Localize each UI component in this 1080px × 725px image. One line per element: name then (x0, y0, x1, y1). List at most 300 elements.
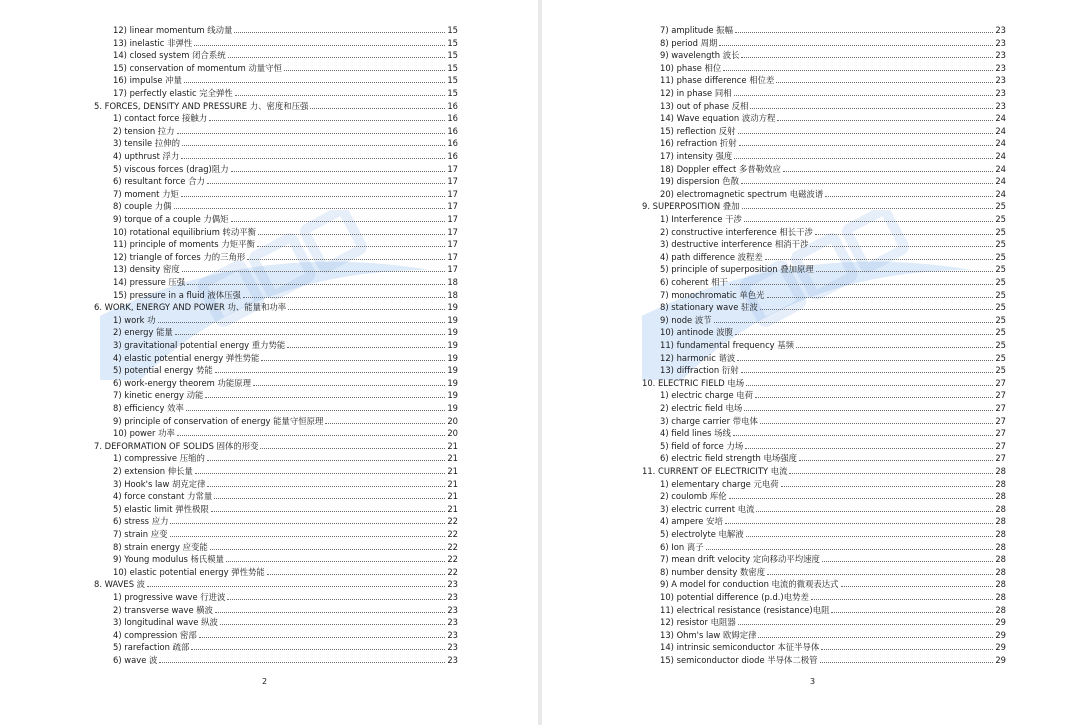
toc-entry-page: 19 (447, 302, 458, 313)
toc-entry-label: 9) A model for conduction 电流的微观表达式 (660, 579, 839, 590)
toc-entry-page: 24 (995, 113, 1006, 124)
toc-entry-page: 28 (995, 529, 1006, 539)
toc-entry-page: 17 (447, 176, 458, 187)
toc-entry-page: 27 (995, 440, 1006, 451)
toc-entry-page: 18 (447, 289, 458, 300)
dot-leader (235, 95, 446, 96)
dot-leader (170, 523, 445, 524)
toc-entry-page: 23 (447, 642, 458, 653)
toc-entry-page: 25 (995, 327, 1006, 338)
dot-leader (284, 70, 445, 71)
dot-leader (730, 284, 993, 285)
dot-leader (261, 360, 445, 361)
dot-leader (789, 473, 993, 474)
toc-entry-label: 6) stress 应力 (113, 516, 169, 527)
toc-entry-label: 10) power 功率 (113, 428, 175, 439)
dot-leader (215, 372, 446, 373)
toc-entry (660, 175, 1006, 187)
toc-entry (660, 326, 1006, 338)
toc-entry (660, 87, 1006, 99)
toc-entry-label: 4) upthrust 浮力 (113, 151, 180, 161)
dot-leader (227, 599, 445, 600)
toc-entry-page: 22 (447, 566, 458, 577)
toc-entry-page: 17 (447, 239, 458, 250)
toc-entry (660, 591, 1006, 603)
toc-entry (660, 24, 1006, 36)
toc-entry-label: 13) out of phase 反相 (660, 100, 749, 111)
toc-entry-page: 23 (447, 604, 458, 615)
dot-leader (253, 385, 445, 386)
toc-entry-page: 25 (995, 214, 1006, 224)
toc-entry (660, 112, 1006, 124)
dot-leader (234, 32, 445, 33)
toc-entry (660, 654, 1006, 666)
toc-entry-page: 21 (447, 478, 458, 489)
toc-entry (113, 314, 458, 326)
toc-entry (660, 314, 1006, 326)
toc-entry-label: 15) reflection 反射 (660, 125, 736, 136)
dot-leader (825, 196, 993, 197)
dot-leader (783, 171, 993, 172)
dot-leader (243, 297, 445, 298)
toc-entry (113, 137, 458, 149)
dot-leader (737, 360, 993, 361)
toc-entry (660, 276, 1006, 288)
toc-entry (113, 377, 458, 389)
toc-entry-label: 3) Hook's law 胡克定律 (113, 478, 206, 489)
dot-leader (325, 423, 445, 424)
toc-entry-label: 1) compressive 压缩的 (113, 453, 205, 464)
toc-entry-label: 4) path difference 波程差 (660, 251, 763, 262)
toc-entry-page: 19 (447, 352, 458, 363)
toc-entry-page: 25 (995, 289, 1006, 300)
toc-entry-page: 17 (447, 214, 458, 224)
toc-entry-label: 2) tension 拉力 (113, 125, 175, 136)
toc-entry (660, 100, 1006, 112)
dot-leader (187, 284, 445, 285)
toc-entry (660, 427, 1006, 439)
dot-leader (226, 561, 445, 562)
toc-entry-label: 7) kinetic energy 动能 (113, 390, 204, 401)
toc-entry-page: 22 (447, 541, 458, 552)
dot-leader (799, 460, 993, 461)
document-page-left (0, 0, 538, 725)
toc-entry-label: 9) torque of a couple 力偶矩 (113, 214, 229, 224)
toc-entry-page: 28 (995, 566, 1006, 577)
dot-leader (714, 322, 994, 323)
toc-entry (113, 200, 458, 212)
toc-entry (660, 503, 1006, 515)
toc-entry-label: 1) work 功 (113, 314, 156, 325)
toc-entry-label: 13) diffraction 衍射 (660, 365, 739, 376)
toc-entry-page: 25 (995, 314, 1006, 325)
toc-entry (113, 452, 458, 464)
dot-leader (815, 234, 993, 235)
toc-entry-label: 13) Ohm's law 欧姆定律 (660, 629, 757, 640)
toc-entry (660, 188, 1006, 200)
toc-entry (660, 566, 1006, 578)
dot-leader (745, 448, 993, 449)
toc-entry-page: 27 (995, 390, 1006, 401)
toc-entry-page: 27 (995, 415, 1006, 426)
dot-leader (228, 57, 446, 58)
toc-entry-label: 5) field of force 力场 (660, 440, 744, 451)
toc-entry-label: 7) moment 力矩 (113, 188, 179, 199)
dot-leader (231, 171, 446, 172)
toc-entry-page: 19 (447, 327, 458, 338)
toc-entry-label: 15) semiconductor diode 半导体二极管 (660, 655, 818, 665)
toc-entry-page: 25 (995, 226, 1006, 237)
dot-leader (214, 498, 445, 499)
toc-entry (113, 112, 458, 124)
toc-entry-label: 10) rotational equilibrium 转动平衡 (113, 226, 257, 237)
dot-leader (735, 334, 993, 335)
toc-entry-page: 25 (995, 302, 1006, 313)
toc-entry-label: 18) Doppler effect 多普勒效应 (660, 163, 781, 174)
toc-entry (660, 515, 1006, 527)
dot-leader (257, 246, 446, 247)
toc-entry-page: 24 (995, 125, 1006, 136)
dot-leader (175, 334, 445, 335)
toc-entry-label: 8) couple 力偶 (113, 201, 172, 212)
toc-entry-page: 16 (447, 100, 458, 111)
dot-leader (777, 120, 993, 121)
dot-leader (734, 158, 993, 159)
toc-entry (660, 604, 1006, 616)
toc-entry-page: 17 (447, 188, 458, 199)
dot-leader (729, 498, 994, 499)
toc-entry-label: 8) stationary wave 驻波 (660, 302, 758, 313)
toc-entry-label: 5) principle of superposition 叠加原理 (660, 264, 814, 275)
dot-leader (147, 586, 445, 587)
toc-entry (113, 74, 458, 86)
dot-leader (755, 397, 993, 398)
dot-leader (181, 158, 445, 159)
toc-entry-page: 21 (447, 466, 458, 476)
dot-leader (746, 536, 994, 537)
toc-entry-label: 16) impulse 冲量 (113, 75, 182, 86)
dot-leader (207, 460, 446, 461)
toc-entry (660, 528, 1006, 540)
toc-entry (113, 49, 458, 61)
toc-entry-page: 25 (995, 340, 1006, 350)
dot-leader (207, 183, 445, 184)
toc-entry-page: 23 (995, 50, 1006, 61)
dot-leader (723, 70, 993, 71)
toc-entry-label: 8) efficiency 效率 (113, 403, 184, 413)
toc-entry (113, 37, 458, 49)
dot-leader (210, 549, 446, 550)
toc-entry-page: 27 (995, 453, 1006, 464)
toc-entry-page: 16 (447, 113, 458, 124)
dot-leader (267, 574, 446, 575)
toc-entry-page: 19 (447, 377, 458, 388)
toc-entry (113, 641, 458, 653)
toc-entry (113, 150, 458, 162)
dot-leader (231, 221, 446, 222)
toc-entry-label: 3) destructive interference 相消干涉 (660, 239, 809, 250)
toc-entry-label: 1) contact force 接触力 (113, 113, 208, 124)
toc-entry (660, 251, 1006, 263)
toc-entry (113, 125, 458, 137)
dot-leader (821, 649, 993, 650)
toc-entry-page: 21 (447, 503, 458, 514)
toc-entry-label: 4) elastic potential energy 弹性势能 (113, 352, 260, 363)
toc-entry (660, 578, 1006, 590)
toc-entry-label: 3) charge carrier 带电体 (660, 415, 758, 426)
toc-entry-page: 25 (995, 264, 1006, 275)
toc-entry-label: 9) Young modulus 杨氏模量 (113, 554, 225, 565)
dot-leader (199, 637, 446, 638)
toc-entry-label: 6) electric field strength 电场强度 (660, 453, 797, 464)
toc-entry (113, 566, 458, 578)
toc-entry-label: 11) phase difference 相位差 (660, 75, 775, 86)
dot-leader (744, 410, 993, 411)
toc-entry-label: 12) in phase 同相 (660, 88, 732, 98)
toc-entry-label: 1) progressive wave 行进波 (113, 592, 226, 602)
toc-entry-label: 9) wavelength 波长 (660, 50, 740, 61)
toc-entry-page: 23 (995, 75, 1006, 86)
toc-section-heading (642, 377, 1006, 389)
toc-entry-page: 15 (447, 37, 458, 48)
toc-entry-label: 15) conservation of momentum 动量守恒 (113, 62, 282, 73)
dot-leader (177, 435, 445, 436)
dot-leader (184, 82, 445, 83)
toc-entry (660, 641, 1006, 653)
toc-entry (660, 49, 1006, 61)
dot-leader (841, 586, 994, 587)
toc-entry-page: 15 (447, 25, 458, 35)
toc-entry-label: 5) potential energy 势能 (113, 365, 213, 376)
dot-leader (796, 347, 993, 348)
dot-leader (288, 309, 445, 310)
toc-entry-label: 3) tensile 拉伸的 (113, 138, 180, 149)
toc-entry-label: 7) mean drift velocity 定向移动平均速度 (660, 554, 820, 565)
dot-leader (822, 561, 993, 562)
toc-entry (113, 415, 458, 427)
dot-leader (191, 649, 445, 650)
dot-leader (810, 246, 993, 247)
toc-entry (113, 289, 458, 301)
toc-entry-label: 12) linear momentum 线动量 (113, 25, 233, 35)
toc-entry-label: 5) electrolyte 电解液 (660, 529, 744, 539)
toc-entry-page: 24 (995, 138, 1006, 149)
toc-entry-page: 24 (995, 176, 1006, 187)
toc-entry (660, 62, 1006, 74)
toc-entry-page: 23 (447, 617, 458, 628)
dot-leader (741, 183, 993, 184)
toc-entry-label: 10) potential difference (p.d.)电势差 (660, 592, 809, 602)
toc-entry-label: 2) extension 伸长量 (113, 466, 193, 476)
dot-leader (733, 435, 993, 436)
toc-entry (113, 490, 458, 502)
toc-entry (660, 415, 1006, 427)
toc-entry-page: 25 (995, 352, 1006, 363)
toc-entry-page: 25 (995, 365, 1006, 376)
toc-entry-page: 24 (995, 151, 1006, 161)
dot-leader (765, 259, 994, 260)
toc-entry-label: 12) harmonic 谐波 (660, 352, 736, 363)
toc-entry-label: 4) field lines 场线 (660, 428, 731, 439)
toc-entry-label: 7) monochromatic 单色光 (660, 289, 765, 300)
toc-entry-page: 15 (447, 88, 458, 98)
toc-entry-label: 5) viscous forces (drag)阻力 (113, 163, 229, 174)
toc-entry-label: 8. WAVES 波 (94, 579, 146, 590)
toc-entry-label: 1) Interference 干涉 (660, 214, 742, 224)
toc-section-heading (642, 465, 1006, 477)
toc-entry-page: 21 (447, 491, 458, 502)
toc-entry-label: 6. WORK, ENERGY AND POWER 功、能量和功率 (94, 302, 287, 313)
toc-entry (113, 654, 458, 666)
dot-leader (287, 347, 445, 348)
toc-entry-page: 23 (995, 88, 1006, 98)
page-number: 3 (810, 677, 816, 686)
toc-entry-page: 19 (447, 365, 458, 376)
toc-entry (660, 137, 1006, 149)
toc-entry (660, 74, 1006, 86)
dot-leader (741, 57, 993, 58)
toc-entry-label: 9. SUPERPOSITION 叠加 (642, 201, 740, 212)
toc-section-heading (94, 301, 458, 313)
toc-entry-label: 17) intensity 强度 (660, 151, 733, 161)
toc-entry-page: 19 (447, 314, 458, 325)
toc-entry (113, 226, 458, 238)
toc-entry (113, 604, 458, 616)
toc-entry-label: 2) coulomb 库伦 (660, 491, 727, 502)
toc-entry-label: 14) intrinsic semiconductor 本征半导体 (660, 642, 820, 653)
toc-entry-page: 15 (447, 75, 458, 86)
toc-entry-page: 27 (995, 403, 1006, 413)
toc-entry (113, 24, 458, 36)
toc-entry-page: 17 (447, 201, 458, 212)
toc-entry (660, 440, 1006, 452)
toc-entry (113, 238, 458, 250)
toc-entry-label: 4) ampere 安培 (660, 516, 723, 527)
dot-leader (735, 32, 993, 33)
dot-leader (719, 45, 993, 46)
toc-entry-label: 8) strain energy 应变能 (113, 541, 208, 552)
toc-entry (113, 251, 458, 263)
toc-entry (660, 352, 1006, 364)
toc-entry-label: 6) Ion 离子 (660, 541, 704, 552)
dot-leader (158, 322, 446, 323)
dot-leader (746, 385, 993, 386)
toc-entry-label: 5. FORCES, DENSITY AND PRESSURE 力、密度和压强 (94, 100, 309, 111)
toc-entry (113, 591, 458, 603)
toc-entry-page: 17 (447, 163, 458, 174)
dot-leader (767, 297, 994, 298)
toc-entry-label: 9) node 波节 (660, 314, 712, 325)
dot-leader (756, 511, 993, 512)
toc-entry-page: 27 (995, 377, 1006, 388)
toc-entry (660, 490, 1006, 502)
toc-entry-label: 11. CURRENT OF ELECTRICITY 电流 (642, 466, 788, 476)
toc-entry-page: 28 (995, 592, 1006, 602)
toc-entry-label: 12) resistor 电阻器 (660, 617, 736, 628)
toc-entry-label: 13) inelastic 非弹性 (113, 37, 193, 48)
toc-section-heading (94, 578, 458, 590)
toc-entry-label: 3) longitudinal wave 纵波 (113, 617, 218, 628)
toc-entry (113, 616, 458, 628)
toc-entry-page: 23 (447, 592, 458, 602)
toc-entry-label: 9) principle of conservation of energy 能量守恒原理 (113, 415, 324, 426)
toc-entry-page: 19 (447, 340, 458, 350)
toc-entry-page: 28 (995, 478, 1006, 489)
toc-entry (113, 175, 458, 187)
toc-entry (660, 226, 1006, 238)
dot-leader (258, 234, 445, 235)
toc-entry (660, 37, 1006, 49)
toc-entry-label: 14) Wave equation 波动方程 (660, 113, 776, 124)
toc-entry-label: 7) strain 应变 (113, 529, 168, 539)
toc-entry-page: 21 (447, 453, 458, 464)
toc-entry-page: 24 (995, 163, 1006, 174)
dot-leader (186, 410, 445, 411)
toc-entry-page: 19 (447, 390, 458, 401)
dot-leader (738, 133, 994, 134)
toc-entry (660, 289, 1006, 301)
toc-entry-page: 15 (447, 62, 458, 73)
toc-entry (113, 87, 458, 99)
toc-entry (113, 352, 458, 364)
toc-entry-label: 1) electric charge 电荷 (660, 390, 754, 401)
toc-entry-label: 10) elastic potential energy 弹性势能 (113, 566, 265, 577)
toc-entry (113, 541, 458, 553)
dot-leader (260, 448, 445, 449)
toc-entry-page: 17 (447, 251, 458, 262)
dot-leader (174, 208, 446, 209)
dot-leader (195, 473, 445, 474)
toc-entry-page: 24 (995, 188, 1006, 199)
toc-entry-page: 23 (995, 100, 1006, 111)
toc-section-heading (642, 200, 1006, 212)
toc-entry (113, 427, 458, 439)
toc-entry-label: 11) electrical resistance (resistance)电阻 (660, 604, 830, 615)
dot-leader (209, 120, 445, 121)
toc-entry-page: 23 (995, 62, 1006, 73)
dot-leader (742, 208, 994, 209)
dot-leader (811, 599, 994, 600)
toc-entry-label: 10) antinode 波腹 (660, 327, 733, 338)
toc-entry (113, 465, 458, 477)
dot-leader (725, 523, 993, 524)
toc-entry-label: 4) force constant 力常量 (113, 491, 213, 502)
dot-leader (820, 662, 994, 663)
dot-leader (215, 612, 445, 613)
toc-entry (660, 541, 1006, 553)
toc-entry-page: 28 (995, 579, 1006, 590)
toc-entry-page: 22 (447, 554, 458, 565)
dot-leader (816, 271, 994, 272)
dot-leader (831, 612, 993, 613)
dot-leader (734, 95, 994, 96)
toc-entry (660, 301, 1006, 313)
toc-entry-label: 2) constructive interference 相长干涉 (660, 226, 813, 237)
dot-leader (750, 108, 993, 109)
toc-entry-page: 23 (447, 655, 458, 665)
toc-entry-page: 21 (447, 440, 458, 451)
toc-entry-page: 29 (995, 629, 1006, 640)
toc-entry (660, 616, 1006, 628)
toc-entry (113, 339, 458, 351)
toc-entry-page: 27 (995, 428, 1006, 439)
toc-entry-page: 25 (995, 277, 1006, 287)
toc-entry-page: 29 (995, 617, 1006, 628)
toc-entry (113, 364, 458, 376)
toc-entry-page: 25 (995, 251, 1006, 262)
toc-entry-page: 19 (447, 403, 458, 413)
toc-entry-label: 5) elastic limit 弹性极限 (113, 503, 209, 514)
